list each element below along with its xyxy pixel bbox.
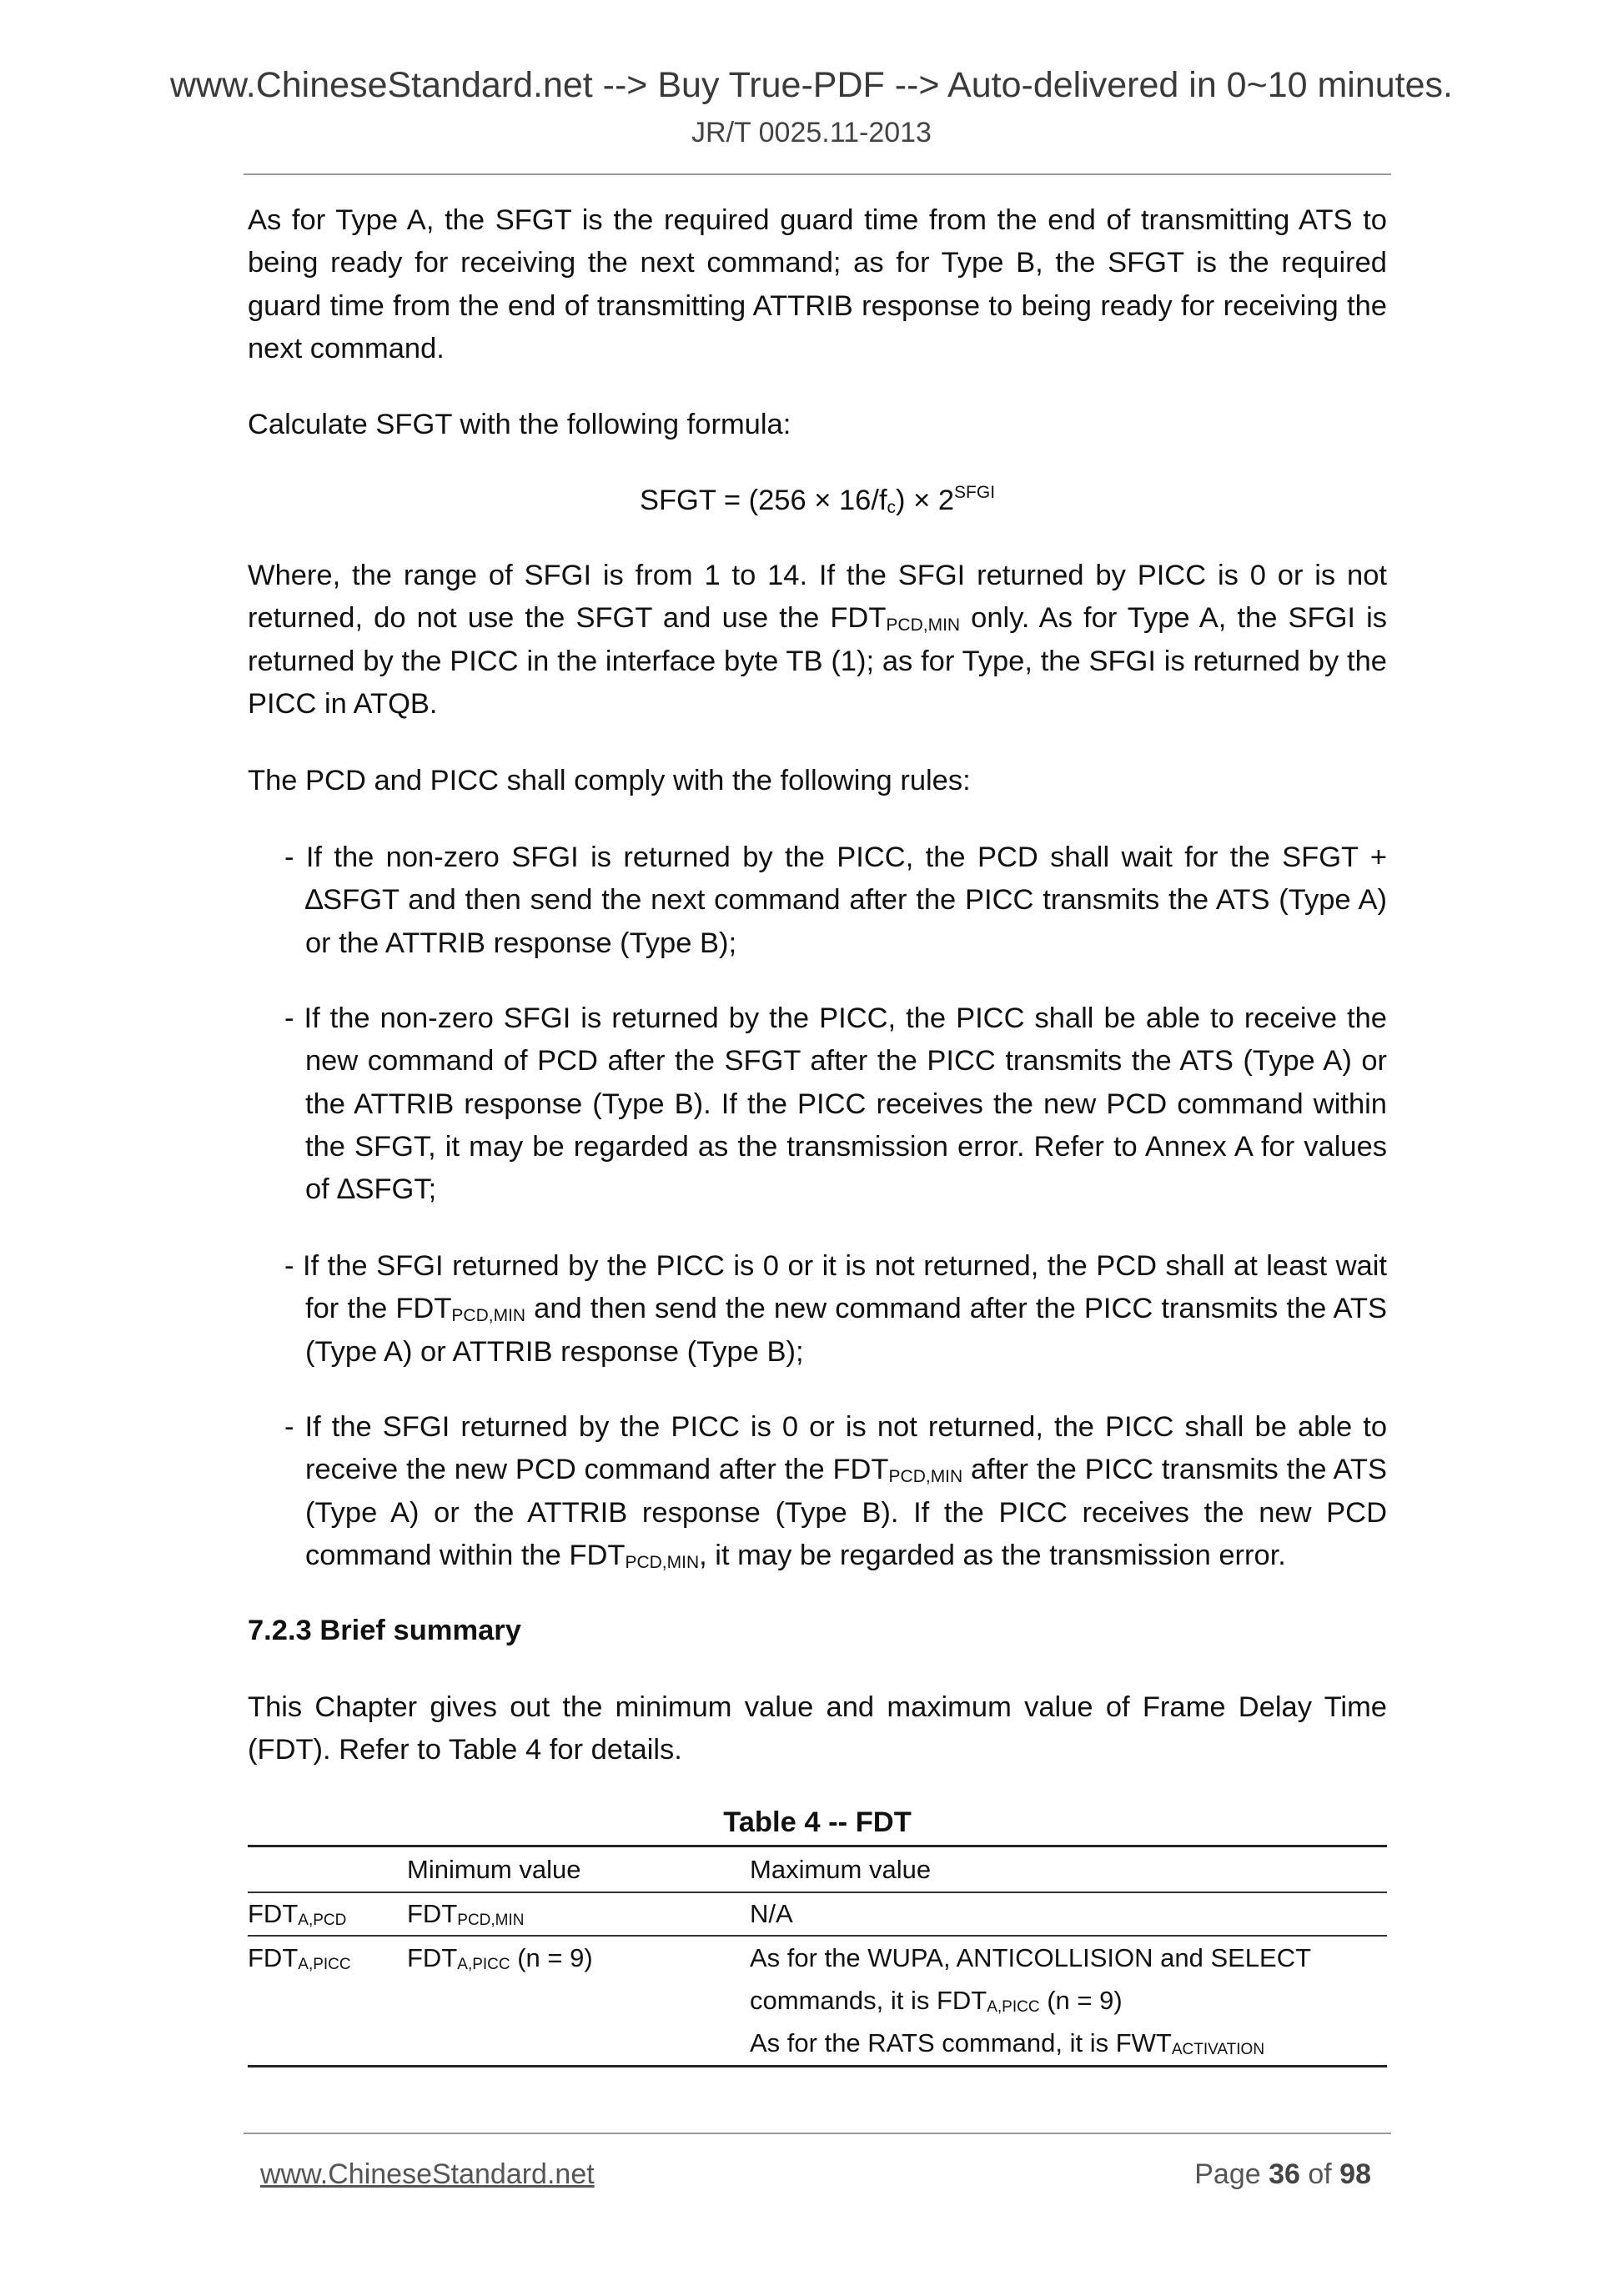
- text-run: 7.2.3 Brief summary: [248, 1615, 521, 1646]
- subscript: PCD,MIN: [886, 615, 961, 636]
- table-bottom-border: [248, 2065, 1387, 2067]
- text-run: - If the SFGI returned by the PICC is 0 or it is not returned, the PCD shall at least wait for the FDT: [284, 1250, 1387, 1325]
- page-of: of: [1299, 2158, 1340, 2190]
- text-run: - If the non-zero SFGI is returned by the PICC, the PICC shall be able to receive the new command of PCD after the SFGT after the PICC transmits the ATS (Type A) or the ATTRIB response (Type B). If the PICC receives the new PCD command within the SFGT, it may be regarded as the transmission error. Refer to Annex A for values of ∆SFGT;: [284, 1002, 1387, 1206]
- text-run: This Chapter gives out the minimum value and maximum value of Frame Delay Time (FDT). Refer to Table 4 for details.: [248, 1691, 1387, 1766]
- bullet-item: [284, 1406, 1387, 1577]
- table-top-border: [248, 1845, 1387, 1847]
- text-run: Where, the range of SFGI is from 1 to 14. If the SFGI returned by PICC is 0 or is not returned, do not use the SFGT and use the FDT: [248, 560, 1387, 635]
- text-run: The PCD and PICC shall comply with the following rules:: [248, 765, 971, 796]
- cell-subscript: A,PICC: [298, 1956, 351, 1973]
- text-run: Calculate SFGT with the following formula:: [248, 409, 791, 440]
- text-run: - If the SFGI returned by the PICC is 0 or is not returned, the PICC shall be able to receive the new PCD command after the FDT: [284, 1411, 1387, 1486]
- cell-text: FDT: [248, 1943, 299, 1972]
- text-run: after the PICC transmits the ATS (Type A) or the ATTRIB response (Type B). If the PICC receives the new PCD command within the FDT: [305, 1454, 1387, 1571]
- table-header-min: Minimum value: [407, 1855, 581, 1884]
- section-heading: [248, 1610, 1387, 1652]
- cell-subscript: A,PCD: [298, 1912, 347, 1929]
- cell-subscript: A,PICC: [987, 1998, 1040, 2016]
- cell-subscript: ACTIVATION: [1171, 2041, 1265, 2058]
- page-label: Page: [1194, 2158, 1269, 2190]
- cell-subscript: A,PICC: [457, 1956, 510, 1973]
- text-run: and then send the new command after the PICC transmits the ATS (Type A) or ATTRIB response (Type B);: [305, 1293, 1387, 1368]
- subscript: c: [887, 498, 897, 517]
- cell-text: (n = 9): [1039, 1986, 1123, 2015]
- cell-text: As for the RATS command, it is FWT: [750, 2028, 1172, 2057]
- subscript: PCD,MIN: [888, 1467, 963, 1487]
- page-number: [1194, 2158, 1371, 2191]
- text-run: SFGT = (256 × 16/f: [639, 485, 887, 516]
- table-row-2-max-line-2: [750, 1979, 1123, 2022]
- table-row-1-min: [407, 1892, 525, 1935]
- paragraph: [248, 555, 1387, 726]
- cell-text: FDT: [407, 1943, 458, 1972]
- text-run: , it may be regarded as the transmission error.: [699, 1539, 1286, 1571]
- text-run: ) × 2: [896, 485, 955, 516]
- text-run: only. As for Type A, the SFGI is returned by the PICC in the interface byte TB (1); as for Type, the SFGI is returned by the PICC in ATQB.: [248, 602, 1388, 720]
- paragraph: [248, 404, 1387, 446]
- cell-text: FDT: [407, 1899, 458, 1928]
- footer-link[interactable]: www.ChineseStandard.net: [260, 2158, 595, 2190]
- bullet-item: [284, 997, 1387, 1211]
- formula: [248, 480, 1387, 522]
- header-divider: [244, 173, 1391, 175]
- document-id: JR/T 0025.11-2013: [691, 117, 932, 148]
- table-row-1-name: [248, 1892, 346, 1935]
- paragraph: [248, 1686, 1387, 1772]
- cell-text: commands, it is FDT: [750, 1986, 987, 2015]
- cell-text: As for the WUPA, ANTICOLLISION and SELECT: [750, 1943, 1312, 1972]
- banner: www.ChineseStandard.net --> Buy True-PDF --> Auto-delivered in 0~10 minutes.: [169, 65, 1453, 105]
- cell-subscript: PCD,MIN: [457, 1912, 525, 1929]
- text-run: - If the non-zero SFGI is returned by the PICC, the PCD shall wait for the SFGT + ∆SFGT and then send the next command after the PICC transmits the ATS (Type A) or the ATTRIB response (Type B);: [284, 842, 1387, 959]
- table-header-max: Maximum value: [750, 1855, 932, 1884]
- table-title: Table 4 -- FDT: [723, 1806, 912, 1838]
- bullet-item: [284, 837, 1387, 965]
- footer-divider: [244, 2133, 1391, 2134]
- cell-text: FDT: [248, 1899, 299, 1928]
- subscript: PCD,MIN: [625, 1552, 700, 1572]
- total-pages: 98: [1339, 2158, 1371, 2190]
- subscript: PCD,MIN: [451, 1306, 526, 1326]
- cell-text: (n = 9): [510, 1943, 593, 1972]
- current-page: 36: [1269, 2158, 1300, 2190]
- paragraph: [248, 760, 1387, 802]
- bullet-item: [284, 1245, 1387, 1374]
- table-row-2-max-line-1: [750, 1937, 1311, 1979]
- table-row-1-max: N/A: [750, 1899, 793, 1928]
- paragraph: [248, 199, 1387, 370]
- table-row-2-name: [248, 1937, 351, 1979]
- text-run: As for Type A, the SFGT is the required guard time from the end of transmitting ATS to being ready for receiving the next command; as for Type B, the SFGT is the required guard time from the end of transmitting ATTRIB response to being ready for receiving the next command.: [248, 204, 1387, 364]
- table-row-2-min: [407, 1937, 593, 1979]
- superscript: SFGI: [954, 483, 996, 502]
- table-row-2-max-line-3: [750, 2022, 1264, 2064]
